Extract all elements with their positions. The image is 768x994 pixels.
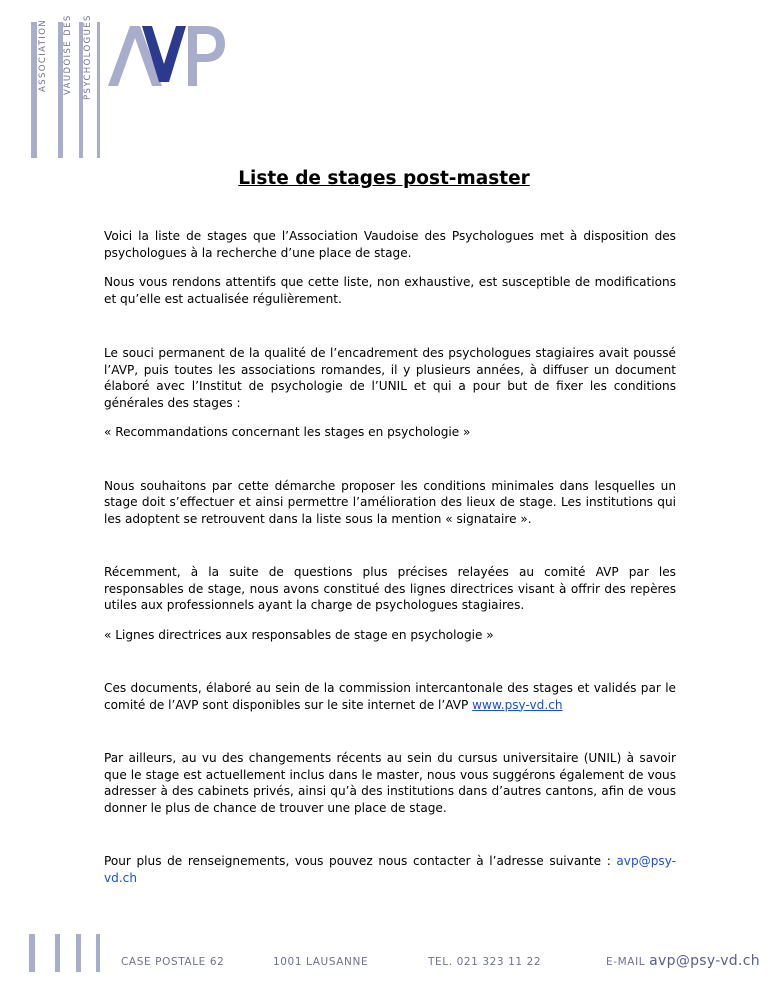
contact-email[interactable]: avp@psy-vd.ch [104,854,676,885]
vertical-label-psychologues: PSYCHOLOGUES [83,14,93,100]
paragraph-approach: Nous souhaitons par cette démarche proposer les conditions minimales dans lesquelles un stage doit s’effectuer et ainsi permettre l’amélioration des lieux de stage. Les institutions qui les adoptent se retrouvent dans la liste sous la mention « signataire ». [104,478,676,526]
footer-email-block [606,953,760,969]
paragraph-curriculum: Par ailleurs, au vu des changements récents au sein du cursus universitaire (UNIL) à savoir que le stage est actuellement inclus dans le master, nous vous suggérons également de vous adresser à des cabinets privés, ainsi qu’à des institutions dans d’autres cantons, afin de vous donner le plus de chance de trouver une place de stage. [104,751,676,815]
paragraph-recommendations-title: « Recommandations concernant les stages en psychologie » [104,425,471,439]
vertical-label-vaudoise: VAUDOISE DES [63,14,73,95]
paragraph-contact [104,853,676,886]
header-bar-4 [97,22,100,158]
footer-postbox: CASE POSTALE 62 [121,956,225,968]
paragraph-quality: Le souci permanent de la qualité de l’encadrement des psychologues stagiaires avait poussé l’AVP, puis toutes les associations romandes, il y plusieurs années, à diffuser un document élaboré avec l’Institut de psychologie de l’UNIL et qui a pour but de fixer les conditions générales des stages : [104,346,676,410]
documents-text: Ces documents, élaboré au sein de la commission intercantonale des stages et validés par le comité de l’AVP sont disponibles sur le site internet de l’AVP [104,681,676,712]
footer-bar-4 [96,934,100,972]
document-body [104,228,676,886]
contact-text: Pour plus de renseignements, vous pouvez nous contacter à l’adresse suivante : [104,854,617,868]
logo-letter-p [188,26,225,86]
avp-logo [108,20,228,90]
footer-email[interactable]: avp@psy-vd.ch [649,953,760,969]
footer-bar-2 [55,934,60,972]
paragraph-guidelines-title: « Lignes directrices aux responsables de stage en psychologie » [104,627,494,642]
footer-bar-3 [76,934,81,972]
paragraph-documents [104,680,676,713]
header-bar-1 [31,22,37,158]
footer-city: 1001 LAUSANNE [273,956,369,968]
vertical-label-association: ASSOCIATION [38,18,48,92]
page-title: Liste de stages post-master [238,168,530,189]
paragraph-guidelines: Récemment, à la suite de questions plus précises relayées au comité AVP par les responsables de stage, nous avons constitué des lignes directrices visant à offrir des repères utiles aux professionnels ayant la charge de psychologues stagiaires. [104,565,676,612]
paragraph-notice: Nous vous rendons attentifs que cette liste, non exhaustive, est susceptible de modifications et qu’elle est actualisée régulièrement. [104,275,676,306]
website-link[interactable]: www.psy-vd.ch [472,697,563,712]
footer-phone: TEL. 021 323 11 22 [428,956,542,968]
footer-email-label: E-MAIL [606,956,646,968]
footer-bar-1 [29,934,35,972]
paragraph-intro: Voici la liste de stages que l’Association Vaudoise des Psychologues met à disposition des psychologues à la recherche d’une place de stage. [104,229,676,260]
